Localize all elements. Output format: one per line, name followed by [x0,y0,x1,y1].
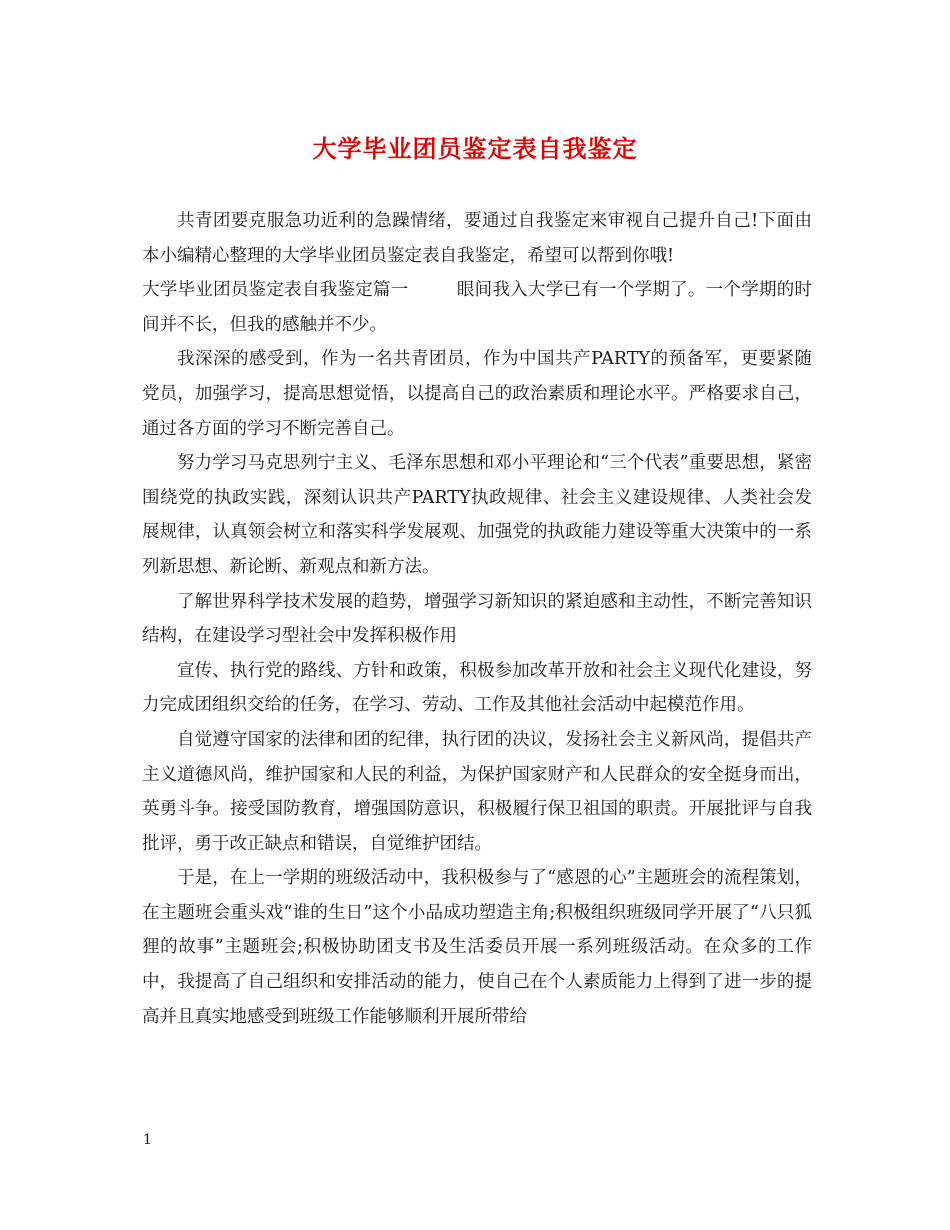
section-paragraph [142,273,812,342]
document-body [142,204,812,1034]
page-number: 1 [143,1132,152,1148]
body-paragraph: 了解世界科学技术发展的趋势，增强学习新知识的紧迫感和主动性，不断完善知识结构，在建设学习型社会中发挥积极作用 [142,591,812,647]
section-heading: 大学毕业团员鉴定表自我鉴定篇一 [142,280,409,301]
section-lead: 眼间我入大学已有一个学期了。一个学期的时间并不长，但我的感触并不少。 [142,280,813,335]
body-paragraph: 努力学习马克思列宁主义、毛泽东思想和邓小平理论和“三个代表”重要思想，紧密围绕党的执政实践，深刻认识共产PARTY执政规律、社会主义建设规律、人类社会发展规律，认真领会树立和落实科学发展观、加强党的执政能力建设等重大决策中的一系列新思想、新论断、新观点和新方法。 [142,453,812,577]
intro-paragraph: 共青团要克服急功近利的急躁情绪，要通过自我鉴定来审视自己提升自己!下面由本小编精心整理的大学毕业团员鉴定表自我鉴定，希望可以帮到你哦! [142,211,812,266]
document-title: 大学毕业团员鉴定表自我鉴定 [312,135,638,163]
body-paragraph: 我深深的感受到，作为一名共青团员，作为中国共产PARTY的预备军，更要紧随党员，加强学习，提高思想觉悟，以提高自己的政治素质和理论水平。严格要求自己，通过各方面的学习不断完善自己。 [142,349,812,439]
body-paragraph: 宣传、执行党的路线、方针和政策，积极参加改革开放和社会主义现代化建设，努力完成团组织交给的任务，在学习、劳动、工作及其他社会活动中起模范作用。 [142,660,812,716]
body-paragraph: 于是，在上一学期的班级活动中，我积极参与了“感恩的心”主题班会的流程策划，在主题班会重头戏“谁的生日”这个小品成功塑造主角;积极组织班级同学开展了“八只狐狸的故事”主题班会;积极协助团支书及生活委员开展一系列班级活动。在众多的工作中，我提高了自己组织和安排活动的能力，使自己在个人素质能力上得到了进一步的提高并且真实地感受到班级工作能够顺利开展所带给 [142,868,812,1027]
body-paragraph: 自觉遵守国家的法律和团的纪律，执行团的决议，发扬社会主义新风尚，提倡共产主义道德风尚，维护国家和人民的利益，为保护国家财产和人民群众的安全挺身而出，英勇斗争。接受国防教育，增强国防意识，积极履行保卫祖国的职责。开展批评与自我批评，勇于改正缺点和错误，自觉维护团结。 [142,729,812,854]
